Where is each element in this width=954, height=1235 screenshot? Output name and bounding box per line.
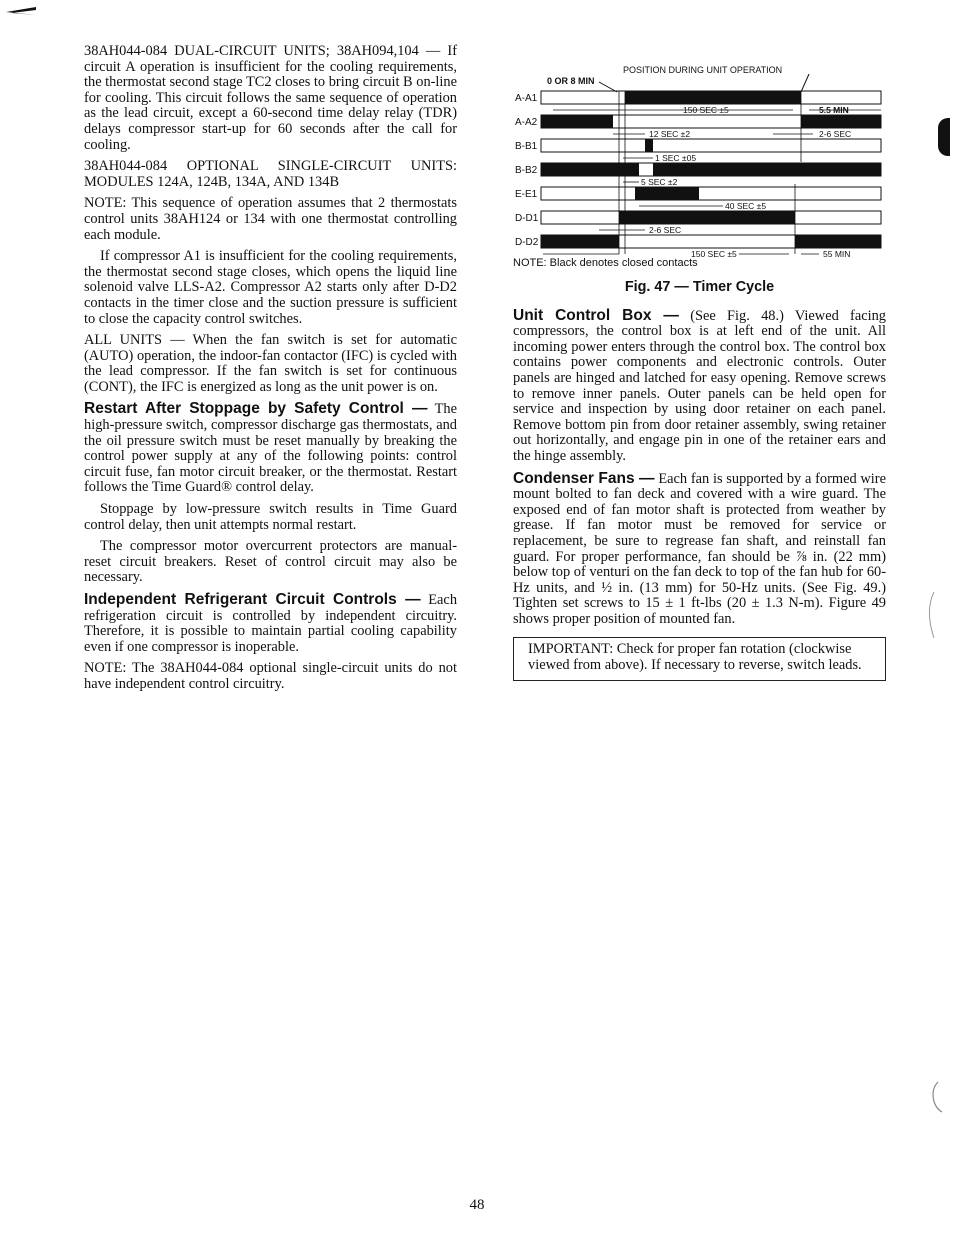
row-label-bb2: B-B2 <box>515 165 538 176</box>
scan-smudge <box>926 590 936 640</box>
paragraph-optional-single-circuit: 38AH044-084 OPTIONAL SINGLE-CIRCUIT UNITS: MODULES 124A, 124B, 134A, AND 134B <box>84 158 457 190</box>
paragraph-dual-circuit: 38AH044-084 DUAL-CIRCUIT UNITS; 38AH094,104 — If circuit A operation is insufficient for the cooling requirements, the thermostat second stage TC2 closes to bring circuit B on-line for cooling. This circuit follows the same sequence of operation as the lead circuit, except a 60-second time delay relay (TDR) delays compressor start-up for 60 seconds after the call for cooling. <box>84 43 458 153</box>
section-restart <box>84 401 457 496</box>
paragraph-low-pressure: Stoppage by low-pressure switch results in Time Guard control delay, then unit attempts normal restart. <box>84 501 457 533</box>
condenser-fans-text: Each fan is supported by a formed wire mount bolted to fan deck and covered with a wire guard. The exposed end of fan motor shaft is protected from weather by grease. If fan motor must be removed for service or replacement, be sure to regrease fan shaft, and reinstall fan guard. For proper performance, fan should be ⅞ in. (22 mm) below top of venturi on the fan deck to top of the fan hub for 60-Hz units, and ½ in. (13 mm) for 50-Hz units. (See Fig. 49.) Tighten set screws to 15 ± 1 ft-lbs (20 ± 1.3 N-m). Figure 49 shows proper position of mounted fan. <box>513 470 886 627</box>
important-notice: IMPORTANT: Check for proper fan rotation (clockwise viewed from above). If necessary to reverse, switch leads. <box>513 637 886 680</box>
timing-150-sec-b: 150 SEC ±5 <box>691 249 737 259</box>
timing-12-sec: 12 SEC ±2 <box>649 129 691 139</box>
row-label-bb1: B-B1 <box>515 141 538 152</box>
timing-5-5-min: 5.5 MIN <box>819 105 849 115</box>
timing-55-min: 55 MIN <box>823 249 851 259</box>
figure-note: NOTE: Black denotes closed contacts <box>513 257 698 266</box>
heading-condenser-fans: Condenser Fans — <box>513 469 655 487</box>
timer-cycle-diagram <box>513 44 886 266</box>
heading-control-box: Unit Control Box — <box>513 306 679 324</box>
timing-1-sec: 1 SEC ±05 <box>655 153 697 163</box>
paragraph-all-units: ALL UNITS — When the fan switch is set for automatic (AUTO) operation, the indoor-fan contactor (IFC) is cycled with the lead compressor. If the fan switch is set for continuous (CONT), the IFC is energized as long as the unit power is on. <box>84 332 457 395</box>
paragraph-compressor-a1: If compressor A1 is insufficient for the cooling requirements, the thermostat second stage closes, which opens the liquid line solenoid valve LLS-A2. Compressor A2 starts only after D-D2 contacts in the timer close and the suction pressure is sufficient to close the capacity control switches. <box>84 248 457 327</box>
section-independent <box>84 592 457 655</box>
row-label-aa2: A-A2 <box>515 117 538 128</box>
row-label-ee1: E-E1 <box>515 189 538 200</box>
position-label: POSITION DURING UNIT OPERATION <box>623 65 783 75</box>
start-label: 0 OR 8 MIN <box>547 76 595 86</box>
timing-150-sec: 150 SEC ±5 <box>683 105 729 115</box>
section-control-box <box>513 308 886 465</box>
timing-2-6-sec-a: 2-6 SEC <box>819 129 852 139</box>
page-edge-tab <box>938 118 950 156</box>
section-condenser-fans <box>513 471 886 628</box>
control-box-text: (See Fig. 48.) Viewed facing compressors, the control box is at left end of the unit. All incoming power enters through the control box. The control box contains power components and electronic controls. Outer panels are hinged and latched for easy opening. Remove screws to remove inner panels. Outer panels can be held open for service and inspection by using door retainer on each panel. Remove bottom pin from door retainer assembly, swing retainer out horizontally, and engage pin in one of the retainer ears and the hinge assembly. <box>513 307 886 464</box>
row-label-aa1: A-A1 <box>515 93 538 104</box>
scan-smudge-lower <box>928 1080 944 1114</box>
row-label-dd1: D-D1 <box>515 213 539 224</box>
right-column <box>513 44 886 681</box>
timer-cycle-figure <box>513 44 886 266</box>
figure-caption: Fig. 47 — Timer Cycle <box>624 279 775 295</box>
timing-2-6-sec-b: 2-6 SEC <box>649 225 682 235</box>
independent-text: Each refrigeration circuit is controlled by independent circuitry. Therefore, it is possible to maintain partial cooling capability even if one compressor is inoperable. <box>84 592 458 655</box>
page-number: 48 <box>469 1197 485 1213</box>
left-column <box>84 44 457 699</box>
note-single-circuit: NOTE: The 38AH044-084 optional single-circuit units do not have independent control circuitry. <box>84 660 457 692</box>
corner-arrow-mark <box>6 6 36 18</box>
restart-text: The high-pressure switch, compressor discharge gas thermostats, and the oil pressure switch must be reset manually by breaking the control power supply at any of the following points: control circuit fuse, fan motor circuit breaker, or the thermostat. Restart follows the Time Guard® control delay. <box>84 401 457 496</box>
row-label-dd2: D-D2 <box>515 237 539 248</box>
heading-restart: Restart After Stoppage by Safety Control — <box>84 400 428 418</box>
timing-40-sec: 40 SEC ±5 <box>725 201 767 211</box>
timing-5-sec: 5 SEC ±2 <box>641 177 678 187</box>
paragraph-overcurrent: The compressor motor overcurrent protectors are manual-reset circuit breakers. Reset of control circuit may also be necessary. <box>84 538 457 586</box>
heading-independent: Independent Refrigerant Circuit Controls — <box>84 591 421 608</box>
note-thermostats: NOTE: This sequence of operation assumes that 2 thermostats control units 38AH124 or 134 with one thermostat controlling each module. <box>84 195 457 243</box>
